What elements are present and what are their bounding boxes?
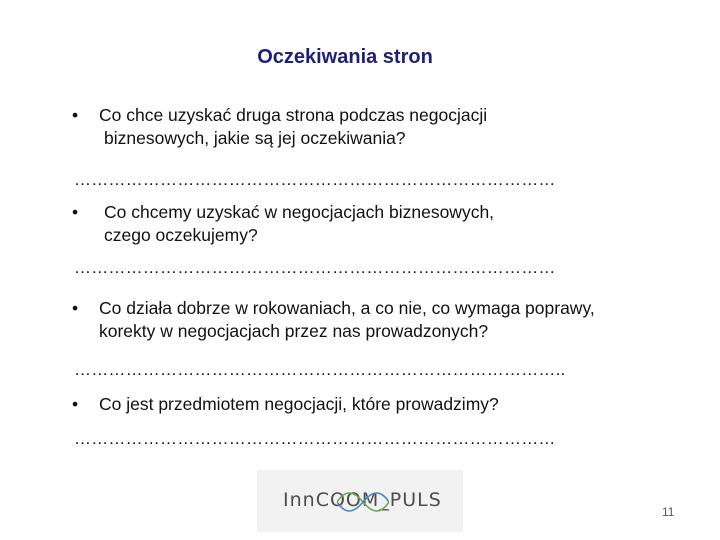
page-number: 11 (662, 505, 675, 519)
dna-helix-icon (337, 490, 389, 514)
logo-wordmark: InnCOOM_PULS (283, 489, 442, 511)
bullet-text-line-2: biznesowych, jakie są jej oczekiwania? (104, 128, 406, 148)
slide-title: Oczekiwania stron (257, 46, 433, 68)
answer-dotted-line-3: ………………………………………………………………………….. (74, 360, 566, 379)
bullet-text-line-1: Co chce uzyskać druga strona podczas negocjacji (99, 105, 488, 125)
bullet-item-3 (72, 297, 682, 343)
bullet-item-2 (72, 201, 682, 247)
inncoom-puls-logo (257, 470, 463, 532)
bullet-text-line-1: Co działa dobrze w rokowaniach, a co nie, co wymaga poprawy, (99, 298, 595, 318)
bullet-text-line-2: korekty w negocjacjach przez nas prowadzonych? (99, 321, 489, 341)
bullet-item-1 (72, 104, 682, 150)
answer-dotted-line-2: ………………………………………………………………………… (74, 258, 556, 277)
bullet-marker: • (72, 298, 79, 318)
bullet-marker: • (72, 105, 79, 125)
bullet-text-line-1: Co jest przedmiotem negocjacji, które prowadzimy? (99, 394, 499, 414)
answer-dotted-line-1: ………………………………………………………………………… (74, 170, 556, 189)
bullet-item-4 (72, 393, 682, 416)
bullet-text-line-1: Co chcemy uzyskać w negocjacjach biznesowych, (104, 202, 495, 222)
answer-dotted-line-4: ………………………………………………………………………… (74, 429, 556, 448)
bullet-marker: • (72, 202, 79, 222)
bullet-text-line-2: czego oczekujemy? (104, 225, 258, 245)
bullet-marker: • (72, 394, 79, 414)
